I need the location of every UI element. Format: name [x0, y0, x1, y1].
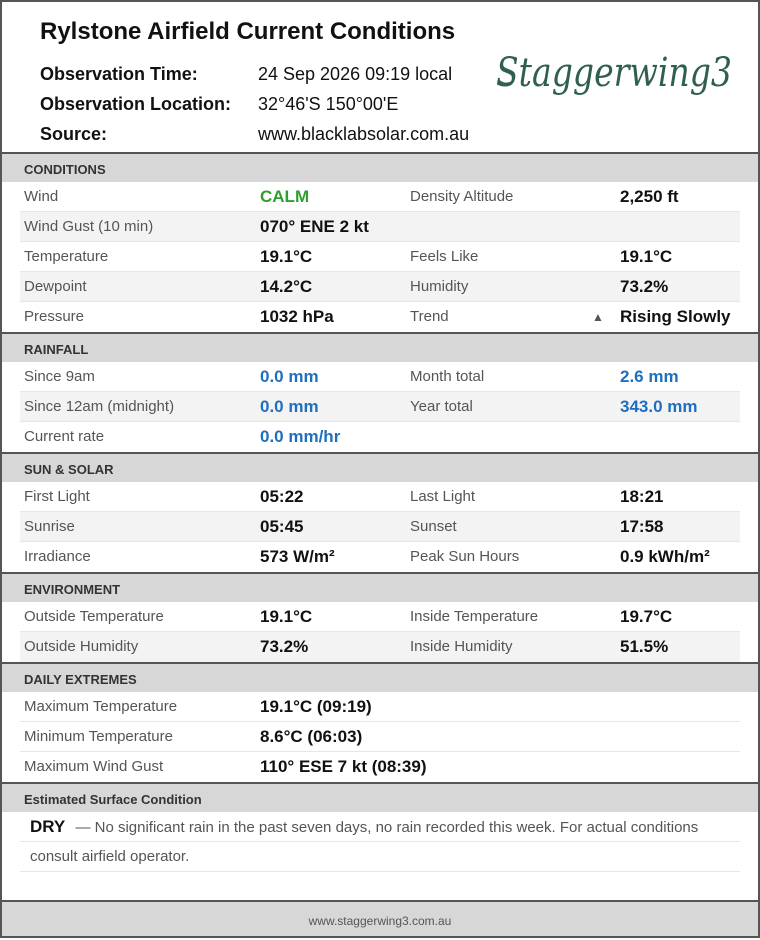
- surface-status: DRY: [30, 817, 66, 836]
- trend-up-icon: ▲: [592, 310, 604, 324]
- since-9am-label: Since 9am: [24, 368, 95, 385]
- since-9am-value: 0.0 mm: [260, 367, 319, 386]
- row-irradiance: [20, 542, 740, 572]
- outside-temperature-label: Outside Temperature: [24, 608, 164, 625]
- report-header: [2, 2, 758, 152]
- section-surface-condition-heading: Estimated Surface Condition: [2, 782, 758, 812]
- max-wind-gust-label: Maximum Wind Gust: [24, 758, 164, 775]
- source-label: Source:: [40, 124, 108, 144]
- month-total-value: 2.6 mm: [620, 367, 679, 386]
- sunset-label: Sunset: [410, 518, 457, 535]
- section-environment-heading: ENVIRONMENT: [2, 572, 758, 602]
- source-value: www.blacklabsolar.com.au: [258, 124, 470, 144]
- peak-sun-hours-value: 0.9 kWh/m²: [620, 547, 710, 566]
- first-light-label: First Light: [24, 488, 90, 505]
- observation-location-value: 32°46'S 150°00'E: [258, 94, 399, 114]
- row-temperature: [20, 242, 740, 272]
- row-since-midnight: [20, 392, 740, 422]
- footer-url: www.staggerwing3.com.au: [2, 900, 758, 936]
- surface-note-text-1: — No significant rain in the past seven days, no rain recorded this week. For actual conditions: [75, 819, 699, 836]
- staggerwing3-logo: [492, 40, 737, 110]
- surface-note-line-2: [20, 842, 740, 872]
- first-light-value: 05:22: [260, 487, 304, 506]
- dewpoint-value: 14.2°C: [260, 277, 313, 296]
- year-total-value: 343.0 mm: [620, 397, 698, 416]
- observation-time-label: Observation Time:: [40, 64, 198, 84]
- row-first-light: [20, 482, 740, 512]
- humidity-value: 73.2%: [620, 277, 669, 296]
- last-light-value: 18:21: [620, 487, 664, 506]
- surface-condition-note: [20, 812, 740, 872]
- temperature-label: Temperature: [24, 248, 109, 265]
- section-rainfall-heading: RAINFALL: [2, 332, 758, 362]
- row-max-temperature: [20, 692, 740, 722]
- observation-time-value: 24 Sep 2026 09:19 local: [258, 64, 453, 84]
- sunrise-label: Sunrise: [24, 518, 75, 535]
- month-total-label: Month total: [410, 368, 485, 385]
- svg-text:Staggerwing3: Staggerwing3: [496, 50, 732, 96]
- min-temperature-label: Minimum Temperature: [24, 728, 173, 745]
- wind-label: Wind: [24, 188, 59, 205]
- pressure-label: Pressure: [24, 308, 85, 325]
- since-midnight-value: 0.0 mm: [260, 397, 319, 416]
- section-conditions-heading: CONDITIONS: [2, 152, 758, 182]
- pressure-value: 1032 hPa: [260, 307, 334, 326]
- irradiance-value: 573 W/m²: [260, 547, 335, 566]
- feels-like-label: Feels Like: [410, 248, 479, 265]
- row-dewpoint: [20, 272, 740, 302]
- max-temperature-value: 19.1°C (09:19): [260, 697, 372, 716]
- inside-humidity-label: Inside Humidity: [410, 638, 513, 655]
- sunset-value: 17:58: [620, 517, 664, 536]
- max-temperature-label: Maximum Temperature: [24, 698, 178, 715]
- inside-humidity-value: 51.5%: [620, 637, 669, 656]
- surface-note-text-2: consult airfield operator.: [30, 848, 190, 865]
- row-sunrise: [20, 512, 740, 542]
- temperature-value: 19.1°C: [260, 247, 313, 266]
- density-altitude-value: 2,250 ft: [620, 187, 679, 206]
- irradiance-label: Irradiance: [24, 548, 91, 565]
- wind-value: CALM: [260, 187, 310, 206]
- row-outside-temperature: [20, 602, 740, 632]
- row-since-9am: [20, 362, 740, 392]
- outside-humidity-label: Outside Humidity: [24, 638, 139, 655]
- row-wind: [20, 182, 740, 212]
- year-total-label: Year total: [410, 398, 473, 415]
- inside-temperature-value: 19.7°C: [620, 607, 673, 626]
- dewpoint-label: Dewpoint: [24, 278, 87, 295]
- inside-temperature-label: Inside Temperature: [410, 608, 539, 625]
- row-outside-humidity: [20, 632, 740, 662]
- page-title: Rylstone Airfield Current Conditions: [40, 18, 456, 45]
- feels-like-value: 19.1°C: [620, 247, 673, 266]
- humidity-label: Humidity: [410, 278, 469, 295]
- surface-note-line-1: [20, 812, 740, 842]
- trend-label: Trend: [410, 308, 449, 325]
- outside-humidity-value: 73.2%: [260, 637, 309, 656]
- last-light-label: Last Light: [410, 488, 476, 505]
- current-rate-label: Current rate: [24, 428, 105, 445]
- row-wind-gust: [20, 212, 740, 242]
- row-max-wind-gust: [20, 752, 740, 782]
- sunrise-value: 05:45: [260, 517, 304, 536]
- since-midnight-label: Since 12am (midnight): [24, 398, 175, 415]
- peak-sun-hours-label: Peak Sun Hours: [410, 548, 520, 565]
- min-temperature-value: 8.6°C (06:03): [260, 727, 363, 746]
- wind-gust-label: Wind Gust (10 min): [24, 218, 154, 235]
- max-wind-gust-value: 110° ESE 7 kt (08:39): [260, 757, 427, 776]
- section-daily-extremes-heading: DAILY EXTREMES: [2, 662, 758, 692]
- section-sun-solar-heading: SUN & SOLAR: [2, 452, 758, 482]
- row-pressure: [20, 302, 740, 332]
- trend-value: Rising Slowly: [620, 307, 731, 326]
- outside-temperature-value: 19.1°C: [260, 607, 313, 626]
- density-altitude-label: Density Altitude: [410, 188, 514, 205]
- observation-location-label: Observation Location:: [40, 94, 232, 114]
- wind-gust-value: 070° ENE 2 kt: [260, 217, 369, 236]
- current-rate-value: 0.0 mm/hr: [260, 427, 341, 446]
- row-min-temperature: [20, 722, 740, 752]
- row-current-rate: [20, 422, 740, 452]
